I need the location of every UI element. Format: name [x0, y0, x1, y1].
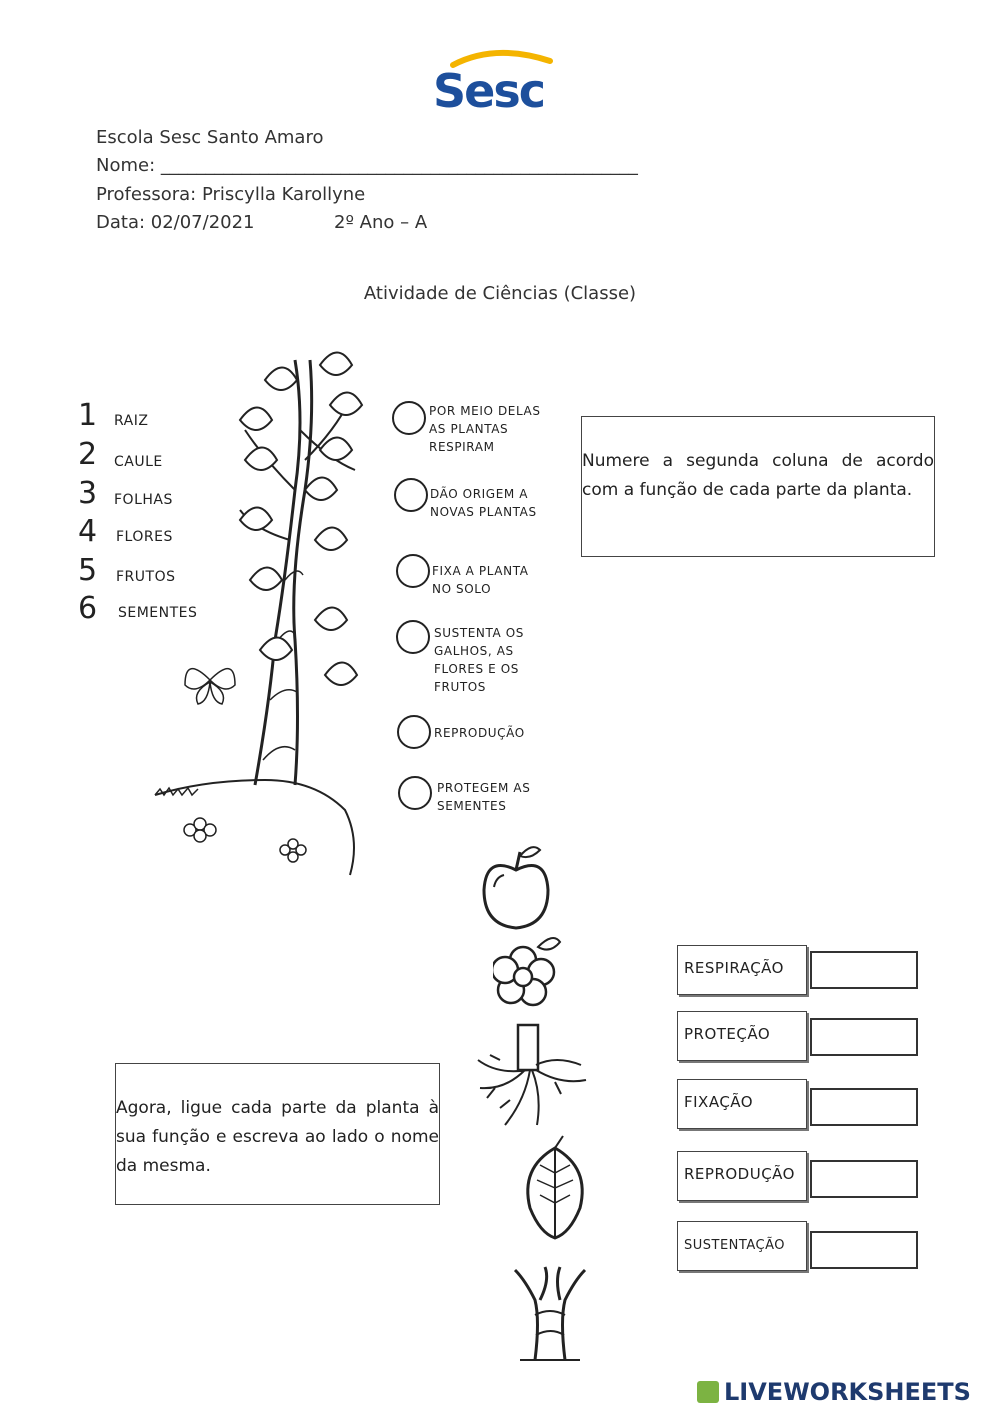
liveworksheets-logo-icon [697, 1381, 719, 1403]
watermark-text: LIVEWORKSHEETS [724, 1378, 971, 1406]
label-reproducao: REPRODUÇÃO [677, 1151, 807, 1201]
part-number: 3 [78, 476, 98, 511]
function-text-4: SUSTENTA OS GALHOS, AS FLORES E OS FRUTOS [434, 626, 524, 694]
answer-box-reproducao[interactable] [810, 1160, 918, 1198]
apple-icon [478, 842, 558, 932]
part-label: SEMENTES [118, 605, 198, 621]
answer-circle-6[interactable] [398, 776, 432, 810]
answer-circle-3[interactable] [396, 554, 430, 588]
page-title: Atividade de Ciências (Classe) [363, 283, 637, 304]
part-label: RAIZ [114, 413, 149, 429]
answer-box-respiracao[interactable] [810, 951, 918, 989]
svg-text:Sesc: Sesc [433, 64, 544, 115]
grade-text: 2º Ano – A [334, 212, 428, 233]
label-sustentacao: SUSTENTAÇÃO [677, 1221, 807, 1271]
part-number: 4 [78, 514, 98, 549]
part-label: FRUTOS [116, 569, 176, 585]
part-label: CAULE [114, 454, 163, 470]
part-number: 1 [78, 398, 98, 433]
answer-circle-2[interactable] [394, 478, 428, 512]
answer-circle-1[interactable] [392, 401, 426, 435]
part-item-raiz [78, 398, 218, 437]
function-text-5: REPRODUÇÃO [434, 726, 525, 740]
date-text: Data: 02/07/2021 [96, 212, 255, 233]
part-item-sementes [78, 591, 228, 630]
stem-icon [505, 1265, 595, 1365]
flower-icon [493, 932, 563, 1012]
instruction-box-2 [115, 1063, 440, 1205]
part-item-frutos [78, 553, 218, 592]
answer-box-protecao[interactable] [810, 1018, 918, 1056]
part-label: FLORES [116, 529, 173, 545]
answer-box-fixacao[interactable] [810, 1088, 918, 1126]
student-name-field[interactable]: Nome: _____________________________________________________ [96, 155, 638, 176]
root-icon [470, 1020, 590, 1130]
instruction-box-1 [581, 416, 935, 557]
part-number: 6 [78, 591, 98, 626]
label-respiracao: RESPIRAÇÃO [677, 945, 807, 995]
teacher-name: Professora: Priscylla Karollyne [96, 184, 366, 205]
part-number: 2 [78, 437, 98, 472]
school-name: Escola Sesc Santo Amaro [96, 127, 324, 148]
answer-circle-5[interactable] [397, 715, 431, 749]
function-text-1: POR MEIO DELAS AS PLANTAS RESPIRAM [429, 404, 541, 454]
leaf-icon [515, 1133, 595, 1243]
function-text-3: FIXA A PLANTA NO SOLO [432, 564, 529, 596]
instruction-text-2: Agora, ligue cada parte da planta à sua função e escreva ao lado o nome da mesma. [116, 1098, 439, 1176]
answer-box-sustentacao[interactable] [810, 1231, 918, 1269]
sesc-logo [425, 45, 560, 115]
part-item-flores [78, 514, 218, 553]
instruction-text-1: Numere a segunda coluna de acordo com a função de cada parte da planta. [582, 451, 934, 500]
answer-circle-4[interactable] [396, 620, 430, 654]
function-text-6: PROTEGEM AS SEMENTES [437, 781, 531, 813]
part-number: 5 [78, 553, 98, 588]
part-item-caule [78, 437, 218, 476]
part-label: FOLHAS [114, 492, 173, 508]
label-protecao: PROTEÇÃO [677, 1011, 807, 1061]
liveworksheets-watermark [697, 1378, 997, 1408]
label-fixacao: FIXAÇÃO [677, 1079, 807, 1129]
function-text-2: DÃO ORIGEM A NOVAS PLANTAS [430, 487, 537, 519]
part-item-folhas [78, 476, 218, 515]
